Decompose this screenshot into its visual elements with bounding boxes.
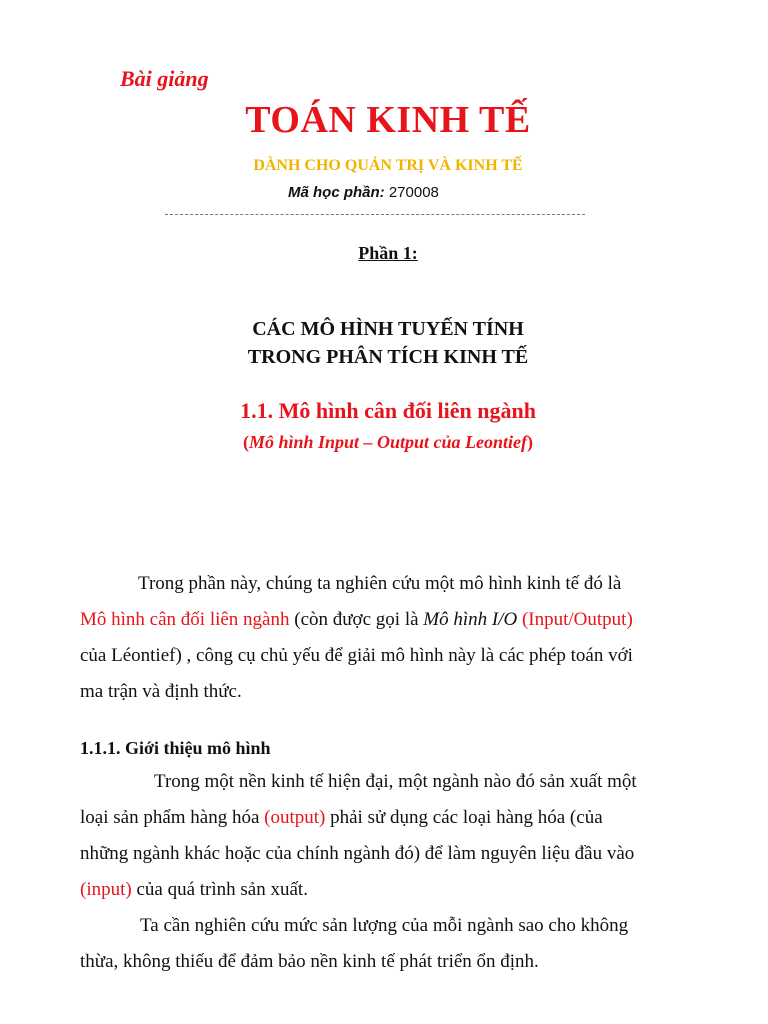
sub-p1-line-2-a: loại sản phẩm hàng hóa xyxy=(80,807,265,828)
document-title: TOÁN KINH TẾ xyxy=(245,99,531,141)
sub-p1-line-4 xyxy=(80,872,688,908)
part-label: Phần 1: xyxy=(358,243,418,263)
intro-italic-model: Mô hình I/O xyxy=(423,609,518,630)
sub-p1-line-2-b: phải sử dụng các loại hàng hóa (của xyxy=(325,807,603,828)
intro-paragraph xyxy=(80,566,688,710)
document-subtitle: DÀNH CHO QUẢN TRỊ VÀ KINH TẾ xyxy=(253,157,523,174)
sub-p1-line-2 xyxy=(80,800,688,836)
section-subtitle-text: Mô hình Input – Output của Leontief xyxy=(248,432,528,452)
intro-line-2-text: (còn được gọi là xyxy=(289,609,424,630)
subsection-paragraph-2 xyxy=(80,908,688,980)
sub-p1-line-4-b: của quá trình sản xuất. xyxy=(131,879,308,900)
chapter-title-line2: TRONG PHÂN TÍCH KINH TẾ xyxy=(247,346,529,368)
course-code xyxy=(288,184,439,201)
subsection-heading: 1.1.1. Giới thiệu mô hình xyxy=(80,738,271,758)
chapter-title xyxy=(0,315,768,371)
dashed-divider xyxy=(165,214,585,215)
intro-line-3: của Léontief) , công cụ chủ yếu để giải mô hình này là các phép toán với xyxy=(80,645,633,666)
sub-p1-line-3: những ngành khác hoặc của chính ngành đó) để làm nguyên liệu đầu vào xyxy=(80,843,635,864)
input-highlight: (input) xyxy=(80,879,132,900)
lecture-label: Bài giảng xyxy=(120,66,209,91)
course-code-value: 270008 xyxy=(388,184,439,201)
section-subtitle-close: ) xyxy=(527,432,534,452)
intro-line-2 xyxy=(80,602,688,638)
subsection-paragraph-1 xyxy=(80,764,688,908)
section-title: 1.1. Mô hình cân đối liên ngành xyxy=(240,398,536,423)
section-subtitle-open: ( xyxy=(242,432,249,452)
chapter-title-line1: CÁC MÔ HÌNH TUYẾN TÍNH xyxy=(252,318,524,340)
sub-p1-line-1: Trong một nền kinh tế hiện đại, một ngành nào đó sản xuất một xyxy=(154,771,637,792)
sub-p2-line-2: thừa, không thiếu để đảm bảo nền kinh tế phát triển ổn định. xyxy=(80,951,539,972)
intro-line-4: ma trận và định thức. xyxy=(80,681,242,702)
intro-line-1: Trong phần này, chúng ta nghiên cứu một mô hình kinh tế đó là xyxy=(138,573,622,594)
intro-highlight-io: (Input/Output) xyxy=(517,609,633,630)
sub-p2-line-1: Ta cần nghiên cứu mức sản lượng của mỗi ngành sao cho không xyxy=(140,915,629,936)
output-highlight: (output) xyxy=(264,807,326,828)
course-code-label: Mã học phần: xyxy=(288,184,385,201)
section-subtitle xyxy=(0,432,768,453)
intro-highlight-model: Mô hình cân đối liên ngành xyxy=(80,609,290,630)
